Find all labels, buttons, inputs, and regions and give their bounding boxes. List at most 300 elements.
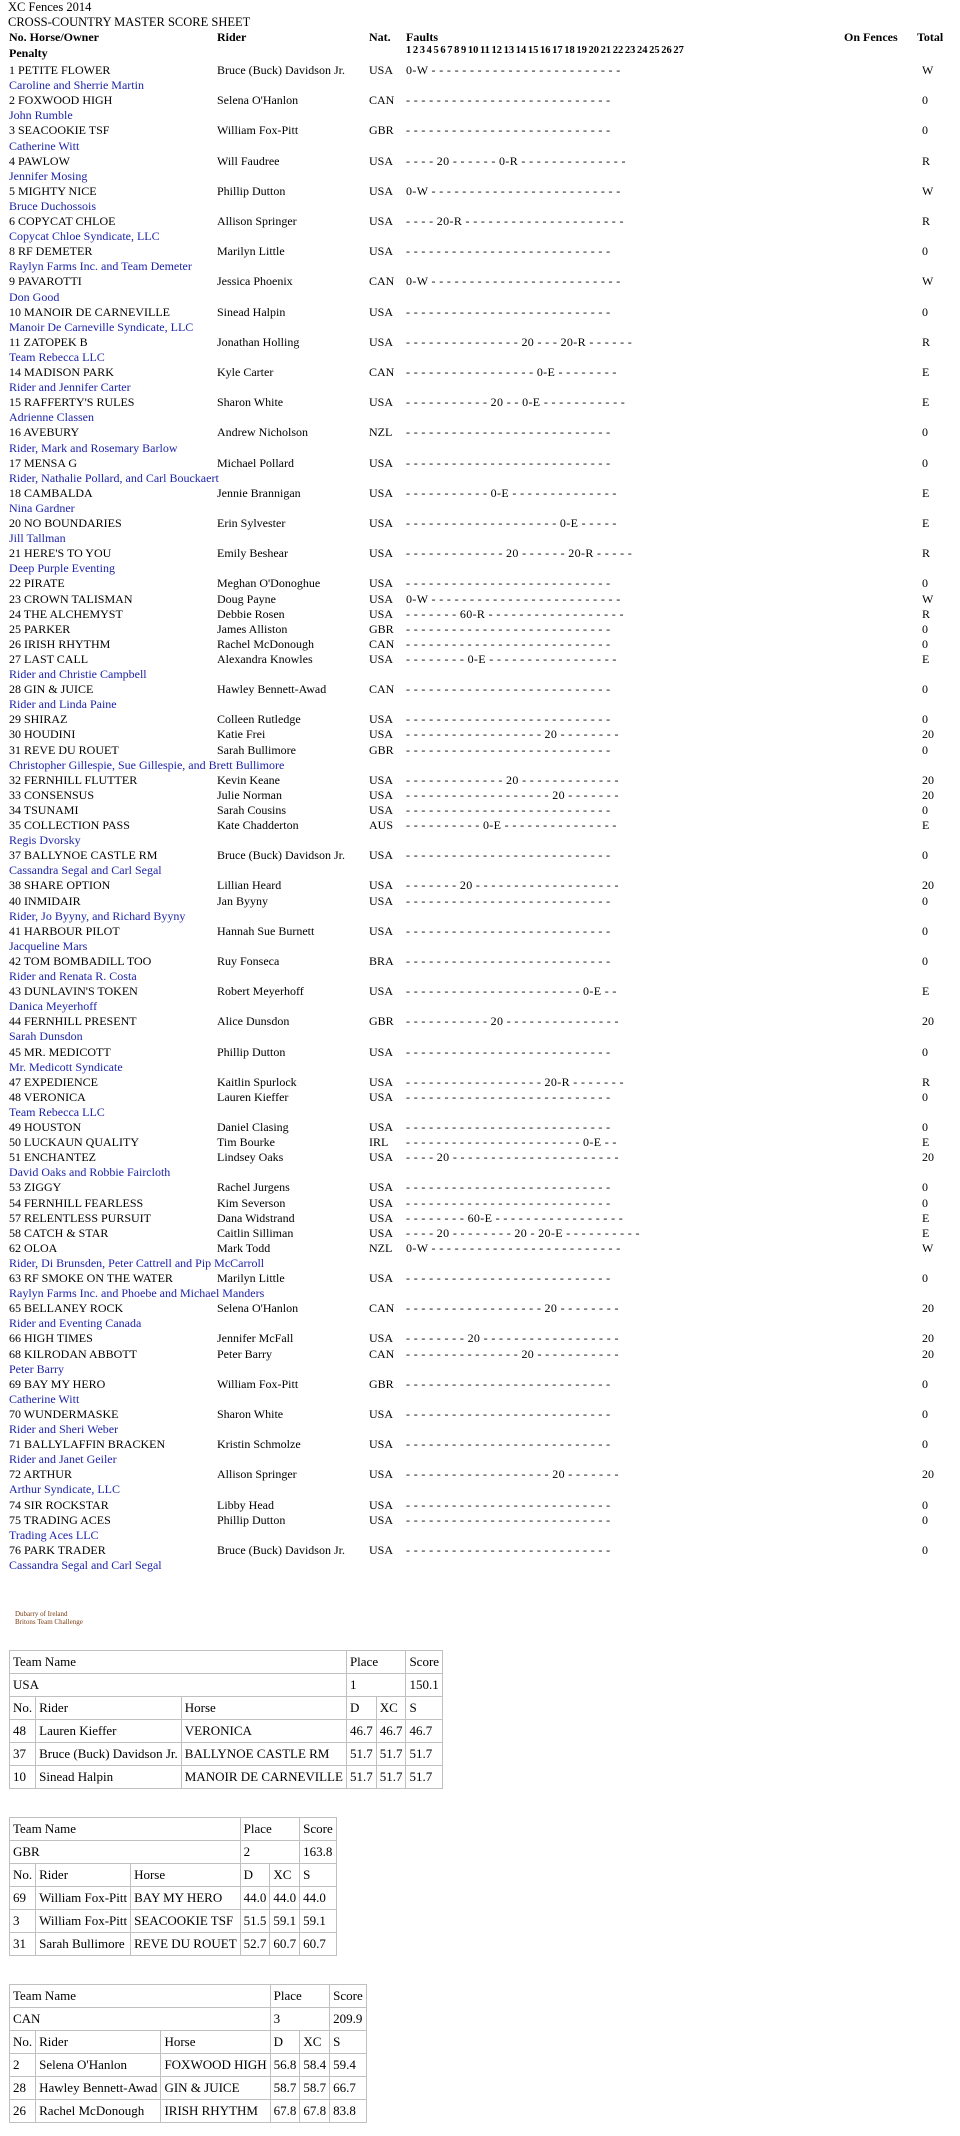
member-rider: Lauren Kieffer bbox=[36, 1720, 182, 1743]
header-on-fences: On Fences bbox=[844, 30, 898, 44]
owner-name: Nina Gardner bbox=[9, 500, 75, 515]
table-row bbox=[0, 1211, 960, 1226]
rider-name: Sharon White bbox=[217, 1406, 284, 1421]
nation-code: GBR bbox=[369, 1014, 394, 1029]
member-horse: GIN & JUICE bbox=[161, 2077, 270, 2100]
table-row bbox=[0, 1347, 960, 1362]
total-penalty: 0 bbox=[922, 953, 928, 968]
owner-name: Rider, Di Brunsden, Peter Cattrell and Pip McCarroll bbox=[9, 1255, 265, 1270]
fence-faults: - - - - - - - - - - - - - - - - - - 20 - - - - - - - - bbox=[406, 1301, 619, 1316]
owner-name: Trading Aces LLC bbox=[9, 1527, 99, 1542]
horse-name: 58 CATCH & STAR bbox=[9, 1225, 109, 1240]
owner-name: Peter Barry bbox=[9, 1361, 64, 1376]
member-horse: MANOIR DE CARNEVILLE bbox=[181, 1766, 346, 1789]
nation-code: GBR bbox=[369, 621, 394, 636]
horse-name: 24 THE ALCHEMYST bbox=[9, 606, 123, 621]
no-label: No. bbox=[10, 1697, 36, 1720]
sponsor-note: Dubarry of Ireland bbox=[15, 1610, 68, 1618]
member-horse: BAY MY HERO bbox=[131, 1887, 241, 1910]
member-horse: VERONICA bbox=[181, 1720, 346, 1743]
owner-name: Danica Meyerhoff bbox=[9, 999, 98, 1014]
horse-name: 1 PETITE FLOWER bbox=[9, 63, 111, 77]
team-table bbox=[9, 1817, 337, 1956]
horse-name: 29 SHIRAZ bbox=[9, 712, 68, 727]
team-place: 1 bbox=[346, 1674, 406, 1697]
table-row bbox=[0, 743, 960, 758]
header-faults: Faults bbox=[406, 30, 439, 44]
table-row bbox=[0, 954, 960, 969]
total-penalty: 20 bbox=[922, 772, 934, 787]
rider-name: Kim Severson bbox=[217, 1195, 286, 1210]
member-no: 2 bbox=[10, 2054, 36, 2077]
horse-name: 49 HOUSTON bbox=[9, 1120, 82, 1134]
table-row bbox=[0, 1014, 960, 1029]
member-s: 46.7 bbox=[406, 1720, 443, 1743]
total-penalty: 0 bbox=[922, 621, 928, 636]
team-member-row bbox=[10, 1910, 337, 1933]
horse-name: 14 MADISON PARK bbox=[9, 365, 114, 379]
header-fence-numbers: 1 2 3 4 5 6 7 8 9 10 11 12 13 14 15 16 17 18 19 20 21 22 23 24 25 26 27 bbox=[406, 45, 684, 56]
table-row bbox=[0, 727, 960, 742]
table-row bbox=[0, 1377, 960, 1392]
total-penalty: 0 bbox=[922, 893, 928, 908]
table-row bbox=[0, 1226, 960, 1241]
team-table bbox=[9, 1650, 443, 1789]
total-penalty: E bbox=[922, 485, 930, 500]
total-penalty: 0 bbox=[922, 1180, 928, 1195]
nation-code: CAN bbox=[369, 93, 395, 108]
horse-name: 11 ZATOPEK B bbox=[9, 334, 88, 349]
rider-name: Hannah Sue Burnett bbox=[217, 923, 315, 938]
total-penalty: E bbox=[922, 516, 930, 530]
table-row bbox=[0, 1120, 960, 1135]
member-rider: Selena O'Hanlon bbox=[36, 2054, 161, 2077]
horse-name: 62 OLOA bbox=[9, 1240, 58, 1255]
nation-code: USA bbox=[369, 984, 394, 999]
horse-label: Horse bbox=[131, 1864, 241, 1887]
horse-name: 26 IRISH RHYTHM bbox=[9, 636, 111, 651]
team-summary-row bbox=[10, 1674, 443, 1697]
table-row bbox=[0, 592, 960, 607]
table-row bbox=[0, 1241, 960, 1256]
rider-name: Selena O'Hanlon bbox=[217, 1301, 299, 1316]
owner-name: Mr. Medicott Syndicate bbox=[9, 1059, 123, 1074]
total-penalty: R bbox=[922, 1074, 931, 1089]
owner-name: Rider and Jennifer Carter bbox=[9, 380, 131, 395]
table-row bbox=[0, 1271, 960, 1286]
rider-name: Bruce (Buck) Davidson Jr. bbox=[217, 1542, 345, 1557]
rider-name: Rachel McDonough bbox=[217, 636, 314, 651]
rider-name: Hawley Bennett-Awad bbox=[217, 682, 327, 697]
owner-name: Rider, Mark and Rosemary Barlow bbox=[9, 440, 178, 455]
member-xc: 60.7 bbox=[270, 1933, 300, 1956]
fence-faults: - - - - - - - - - - - - - - - - - 0-E - - - - - - - - bbox=[406, 365, 617, 379]
team-header-row bbox=[10, 1985, 367, 2008]
total-penalty: R bbox=[922, 606, 931, 621]
member-s: 59.1 bbox=[300, 1910, 337, 1933]
nation-code: USA bbox=[369, 1271, 394, 1285]
owner-name: Copycat Chloe Syndicate, LLC bbox=[9, 229, 160, 244]
table-row bbox=[0, 1135, 960, 1150]
rider-name: Alexandra Knowles bbox=[217, 651, 313, 666]
score-label: Score bbox=[300, 1818, 337, 1841]
member-no: 28 bbox=[10, 2077, 36, 2100]
header-rider: Rider bbox=[217, 30, 247, 44]
total-penalty: 0 bbox=[922, 1089, 928, 1104]
total-penalty: E bbox=[922, 1210, 930, 1225]
total-penalty: 0 bbox=[922, 1044, 928, 1059]
nation-code: USA bbox=[369, 516, 394, 530]
header-total: Total bbox=[917, 30, 944, 44]
owner-name: Arthur Syndicate, LLC bbox=[9, 1482, 120, 1497]
owner-name: Team Rebecca LLC bbox=[9, 1104, 105, 1119]
horse-name: 65 BELLANEY ROCK bbox=[9, 1301, 124, 1316]
rider-name: Sinead Halpin bbox=[217, 304, 286, 319]
owner-name: Cassandra Segal and Carl Segal bbox=[9, 1557, 162, 1572]
fence-faults: - - - - - - - - - - - - - - - - - - - - - - - - - - - bbox=[406, 244, 611, 259]
nation-code: USA bbox=[369, 546, 394, 561]
fence-faults: 0-W - - - - - - - - - - - - - - - - - - - - - - - - - bbox=[406, 274, 621, 289]
table-row bbox=[0, 154, 960, 169]
total-penalty: 0 bbox=[922, 1271, 928, 1285]
horse-label: Horse bbox=[181, 1697, 346, 1720]
table-row bbox=[0, 214, 960, 229]
rider-name: Selena O'Hanlon bbox=[217, 93, 299, 108]
table-row bbox=[0, 803, 960, 818]
nation-code: IRL bbox=[369, 1135, 389, 1150]
member-horse: REVE DU ROUET bbox=[131, 1933, 241, 1956]
owner-name: Raylyn Farms Inc. and Phoebe and Michael Manders bbox=[9, 1286, 265, 1301]
horse-name: 54 FERNHILL FEARLESS bbox=[9, 1195, 144, 1210]
total-penalty: R bbox=[922, 546, 931, 561]
total-penalty: W bbox=[922, 1240, 934, 1255]
nation-code: USA bbox=[369, 1120, 394, 1134]
challenge-note: Britons Team Challenge bbox=[15, 1618, 83, 1626]
nation-code: USA bbox=[369, 591, 394, 606]
rider-name: Andrew Nicholson bbox=[217, 425, 308, 440]
owner-name: Jill Tallman bbox=[9, 531, 66, 546]
fence-faults: - - - - - - - - - - - - - - - - - - - - - - - - - - - bbox=[406, 123, 611, 138]
owner-name: David Oaks and Robbie Faircloth bbox=[9, 1165, 171, 1180]
horse-name: 33 CONSENSUS bbox=[9, 787, 95, 802]
rider-name: Allison Springer bbox=[217, 1467, 297, 1482]
nation-code: USA bbox=[369, 712, 394, 727]
total-penalty: 20 bbox=[922, 1346, 934, 1361]
rider-name: Phillip Dutton bbox=[217, 183, 286, 198]
owner-name: Rider and Renata R. Costa bbox=[9, 969, 137, 983]
table-row bbox=[0, 1075, 960, 1090]
table-row bbox=[0, 818, 960, 833]
rider-name: Lauren Kieffer bbox=[217, 1089, 289, 1104]
member-header-row bbox=[10, 1864, 337, 1887]
fence-faults: - - - - 20 - - - - - - 0-R - - - - - - - - - - - - - - bbox=[406, 153, 626, 168]
team-table bbox=[9, 1984, 367, 2123]
xc-label: XC bbox=[270, 1864, 300, 1887]
owner-name: Cassandra Segal and Carl Segal bbox=[9, 863, 162, 878]
horse-name: 16 AVEBURY bbox=[9, 425, 80, 440]
member-rider: William Fox-Pitt bbox=[36, 1887, 131, 1910]
table-row bbox=[0, 1180, 960, 1195]
fence-faults: - - - - - - - - - - - - - - - - - - - - - - - - - - - bbox=[406, 455, 611, 470]
nation-code: NZL bbox=[369, 425, 393, 440]
fence-faults: - - - - - - - - - - - 20 - - 0-E - - - - - - - - - - - bbox=[406, 395, 626, 410]
table-row bbox=[0, 486, 960, 501]
rider-name: Mark Todd bbox=[217, 1240, 271, 1255]
fence-faults: - - - - - - - - - - - - - - - - - - - - - - - - - - - bbox=[406, 1512, 611, 1527]
total-penalty: 0 bbox=[922, 123, 928, 138]
member-rider: Bruce (Buck) Davidson Jr. bbox=[36, 1743, 182, 1766]
fence-faults: - - - - 20-R - - - - - - - - - - - - - - - - - - - - - bbox=[406, 214, 624, 228]
table-row bbox=[0, 894, 960, 909]
table-row bbox=[0, 1090, 960, 1105]
fence-faults: - - - - - - - - - - - - - - - - - - - - - - - - - - - bbox=[406, 742, 611, 757]
fence-faults: - - - - - - - - 20 - - - - - - - - - - - - - - - - - - bbox=[406, 1331, 619, 1346]
rider-name: William Fox-Pitt bbox=[217, 1376, 299, 1391]
owner-name: Catherine Witt bbox=[9, 138, 80, 153]
member-rider: Hawley Bennett-Awad bbox=[36, 2077, 161, 2100]
table-row bbox=[0, 848, 960, 863]
total-penalty: R bbox=[922, 334, 931, 349]
nation-code: CAN bbox=[369, 365, 395, 379]
table-row bbox=[0, 1331, 960, 1346]
fence-faults: - - - - - - - - - - - - - - - - - - - - - - - - - - - bbox=[406, 712, 611, 727]
member-horse: SEACOOKIE TSF bbox=[131, 1910, 241, 1933]
owner-name: Rider, Jo Byyny, and Richard Byyny bbox=[9, 908, 186, 923]
nation-code: GBR bbox=[369, 123, 394, 138]
member-d: 51.7 bbox=[346, 1766, 376, 1789]
nation-code: USA bbox=[369, 1210, 394, 1225]
rider-name: James Alliston bbox=[217, 621, 288, 636]
member-no: 37 bbox=[10, 1743, 36, 1766]
fence-faults: - - - - - - - 20 - - - - - - - - - - - - - - - - - - - bbox=[406, 878, 619, 893]
team-header-row bbox=[10, 1651, 443, 1674]
s-label: S bbox=[300, 1864, 337, 1887]
no-label: No. bbox=[10, 2031, 36, 2054]
no-label: No. bbox=[10, 1864, 36, 1887]
horse-name: 42 TOM BOMBADILL TOO bbox=[9, 953, 152, 968]
member-s: 44.0 bbox=[300, 1887, 337, 1910]
total-penalty: E bbox=[922, 1135, 930, 1150]
rider-name: Lindsey Oaks bbox=[217, 1150, 284, 1165]
fence-faults: - - - - - - - - - - - - - - - - - - 20-R - - - - - - - bbox=[406, 1074, 624, 1089]
fence-faults: - - - - - - - - - - - - - 20 - - - - - - - - - - - - - bbox=[406, 772, 619, 787]
table-row bbox=[0, 788, 960, 803]
horse-name: 30 HOUDINI bbox=[9, 727, 76, 742]
rider-name: Peter Barry bbox=[217, 1346, 272, 1361]
member-header-row bbox=[10, 1697, 443, 1720]
nation-code: USA bbox=[369, 304, 394, 319]
fence-faults: - - - - - - - - - - - - - - - - - - 20 - - - - - - - - bbox=[406, 727, 619, 742]
table-row bbox=[0, 773, 960, 788]
rider-name: Allison Springer bbox=[217, 214, 297, 228]
horse-name: 50 LUCKAUN QUALITY bbox=[9, 1135, 139, 1150]
place-label: Place bbox=[346, 1651, 406, 1674]
horse-name: 22 PIRATE bbox=[9, 576, 65, 591]
member-d: 44.0 bbox=[240, 1887, 270, 1910]
nation-code: CAN bbox=[369, 274, 395, 289]
place-label: Place bbox=[270, 1985, 330, 2008]
page-title: XC Fences 2014 bbox=[8, 0, 92, 14]
nation-code: USA bbox=[369, 1467, 394, 1482]
member-s: 66.7 bbox=[330, 2077, 367, 2100]
horse-name: 68 KILRODAN ABBOTT bbox=[9, 1346, 137, 1361]
nation-code: USA bbox=[369, 848, 394, 863]
xc-label: XC bbox=[376, 1697, 406, 1720]
team-member-row bbox=[10, 1766, 443, 1789]
horse-name: 10 MANOIR DE CARNEVILLE bbox=[9, 304, 170, 319]
fence-faults: 0-W - - - - - - - - - - - - - - - - - - - - - - - - - bbox=[406, 63, 621, 77]
nation-code: USA bbox=[369, 787, 394, 802]
header-penalty: Penalty bbox=[9, 46, 48, 60]
horse-name: 21 HERE'S TO YOU bbox=[9, 546, 112, 561]
rider-name: Kyle Carter bbox=[217, 365, 274, 379]
horse-name: 51 ENCHANTEZ bbox=[9, 1150, 96, 1165]
total-penalty: 0 bbox=[922, 93, 928, 108]
fence-faults: - - - - - - - - - - - - - - - - - - - - - - - - - - - bbox=[406, 576, 611, 591]
total-penalty: W bbox=[922, 183, 934, 198]
rider-name: Kevin Keane bbox=[217, 772, 280, 787]
nation-code: USA bbox=[369, 606, 394, 621]
horse-name: 9 PAVAROTTI bbox=[9, 274, 82, 289]
total-penalty: 0 bbox=[922, 455, 928, 470]
fence-faults: - - - - - - - - - - 0-E - - - - - - - - - - - - - - - bbox=[406, 818, 617, 832]
team-place: 3 bbox=[270, 2008, 330, 2031]
horse-name: 23 CROWN TALISMAN bbox=[9, 591, 133, 606]
member-s: 51.7 bbox=[406, 1743, 443, 1766]
horse-name: 38 SHARE OPTION bbox=[9, 878, 111, 893]
total-penalty: 20 bbox=[922, 1467, 934, 1482]
rider-label: Rider bbox=[36, 2031, 161, 2054]
member-d: 46.7 bbox=[346, 1720, 376, 1743]
table-row bbox=[0, 682, 960, 697]
owner-name: Rider and Christie Campbell bbox=[9, 667, 147, 681]
total-penalty: 0 bbox=[922, 244, 928, 259]
rider-label: Rider bbox=[36, 1697, 182, 1720]
horse-name: 76 PARK TRADER bbox=[9, 1542, 106, 1557]
horse-name: 45 MR. MEDICOTT bbox=[9, 1044, 111, 1059]
horse-name: 47 EXPEDIENCE bbox=[9, 1074, 98, 1089]
xc-label: XC bbox=[300, 2031, 330, 2054]
horse-name: 75 TRADING ACES bbox=[9, 1512, 111, 1527]
fence-faults: - - - - - - - - - - - - - - - - - - - 20 - - - - - - - bbox=[406, 787, 619, 802]
fence-faults: - - - - - - - - - - - - - - - - - - - - - - - - - - - bbox=[406, 1376, 611, 1391]
owner-name: Sarah Dunsdon bbox=[9, 1029, 83, 1044]
member-no: 26 bbox=[10, 2100, 36, 2123]
fence-faults: - - - - - - - - - - - - - - - - - - - - - - - - - - - bbox=[406, 425, 611, 440]
rider-name: Meghan O'Donoghue bbox=[217, 576, 321, 591]
nation-code: USA bbox=[369, 802, 394, 817]
horse-name: 53 ZIGGY bbox=[9, 1180, 62, 1195]
total-penalty: 0 bbox=[922, 848, 928, 863]
team-score: 163.8 bbox=[300, 1841, 337, 1864]
rider-name: Emily Beshear bbox=[217, 546, 288, 561]
fence-faults: - - - - - - - - - - - - - - - - - - - - - - - 0-E - - bbox=[406, 1135, 617, 1150]
table-row bbox=[0, 516, 960, 531]
owner-name: Bruce Duchossois bbox=[9, 198, 96, 213]
team-score: 209.9 bbox=[330, 2008, 367, 2031]
table-row bbox=[0, 1196, 960, 1211]
table-row bbox=[0, 425, 960, 440]
fence-faults: - - - - - - - - - - - - - - - 20 - - - - - - - - - - - bbox=[406, 1346, 619, 1361]
total-penalty: 20 bbox=[922, 878, 934, 893]
s-label: S bbox=[406, 1697, 443, 1720]
fence-faults: - - - - - - - - - - - - - - - - - - - - - - - - - - - bbox=[406, 1437, 611, 1452]
table-row bbox=[0, 1437, 960, 1452]
total-penalty: 20 bbox=[922, 1301, 934, 1316]
rider-name: Rachel Jurgens bbox=[217, 1180, 290, 1195]
rider-name: Sarah Bullimore bbox=[217, 742, 296, 757]
fence-faults: - - - - - - - - - - - - - - - - - - - - - - - - - - - bbox=[406, 1271, 611, 1285]
rider-name: Colleen Rutledge bbox=[217, 712, 301, 727]
table-row bbox=[0, 924, 960, 939]
rider-name: Michael Pollard bbox=[217, 455, 294, 470]
total-penalty: R bbox=[922, 153, 931, 168]
fence-faults: - - - - - - - - - - - - - 20 - - - - - - 20-R - - - - - bbox=[406, 546, 633, 561]
rider-name: Bruce (Buck) Davidson Jr. bbox=[217, 63, 345, 77]
table-row bbox=[0, 244, 960, 259]
member-rider: William Fox-Pitt bbox=[36, 1910, 131, 1933]
nation-code: GBR bbox=[369, 1376, 394, 1391]
table-row bbox=[0, 274, 960, 289]
total-penalty: 0 bbox=[922, 636, 928, 651]
owner-name: Rider and Linda Paine bbox=[9, 697, 117, 712]
member-xc: 51.7 bbox=[376, 1766, 406, 1789]
rider-name: Jessica Phoenix bbox=[217, 274, 293, 289]
member-no: 31 bbox=[10, 1933, 36, 1956]
nation-code: USA bbox=[369, 214, 394, 228]
rider-name: Phillip Dutton bbox=[217, 1512, 286, 1527]
rider-name: William Fox-Pitt bbox=[217, 123, 299, 138]
horse-name: 43 DUNLAVIN'S TOKEN bbox=[9, 984, 138, 999]
fence-faults: - - - - - - - - - - - - - - - - - - - - - - - - - - - bbox=[406, 848, 611, 863]
owner-name: Rider, Nathalie Pollard, and Carl Bouckaert bbox=[9, 470, 219, 485]
nation-code: AUS bbox=[369, 818, 394, 832]
page-subtitle: CROSS-COUNTRY MASTER SCORE SHEET bbox=[8, 15, 251, 29]
nation-code: USA bbox=[369, 1437, 394, 1452]
member-s: 59.4 bbox=[330, 2054, 367, 2077]
total-penalty: 0 bbox=[922, 576, 928, 591]
table-row bbox=[0, 1467, 960, 1482]
fence-faults: - - - - - - - - - - - - - - - - - - - - - - - - - - - bbox=[406, 1542, 611, 1557]
rider-name: Debbie Rosen bbox=[217, 606, 285, 621]
total-penalty: 0 bbox=[922, 923, 928, 938]
table-row bbox=[0, 184, 960, 199]
nation-code: USA bbox=[369, 1512, 394, 1527]
table-row bbox=[0, 607, 960, 622]
horse-name: 15 RAFFERTY'S RULES bbox=[9, 395, 135, 410]
nation-code: USA bbox=[369, 1044, 394, 1059]
owner-name: Rider and Sheri Weber bbox=[9, 1422, 119, 1436]
rider-name: Jennifer McFall bbox=[217, 1331, 294, 1346]
member-xc: 58.4 bbox=[300, 2054, 330, 2077]
horse-name: 5 MIGHTY NICE bbox=[9, 183, 97, 198]
table-row bbox=[0, 123, 960, 138]
nation-code: USA bbox=[369, 1180, 394, 1195]
total-penalty: 0 bbox=[922, 1542, 928, 1557]
total-penalty: 0 bbox=[922, 304, 928, 319]
total-penalty: 0 bbox=[922, 712, 928, 727]
rider-name: Katie Frei bbox=[217, 727, 266, 742]
rider-name: Will Faudree bbox=[217, 153, 280, 168]
table-row bbox=[0, 305, 960, 320]
team-member-row bbox=[10, 1887, 337, 1910]
table-row bbox=[0, 1045, 960, 1060]
total-penalty: 0 bbox=[922, 425, 928, 440]
fence-faults: - - - - - - - - - - - - - - - - - - - - - - - - - - - bbox=[406, 1195, 611, 1210]
table-row bbox=[0, 984, 960, 999]
owner-name: John Rumble bbox=[9, 108, 73, 123]
table-row bbox=[0, 63, 960, 78]
